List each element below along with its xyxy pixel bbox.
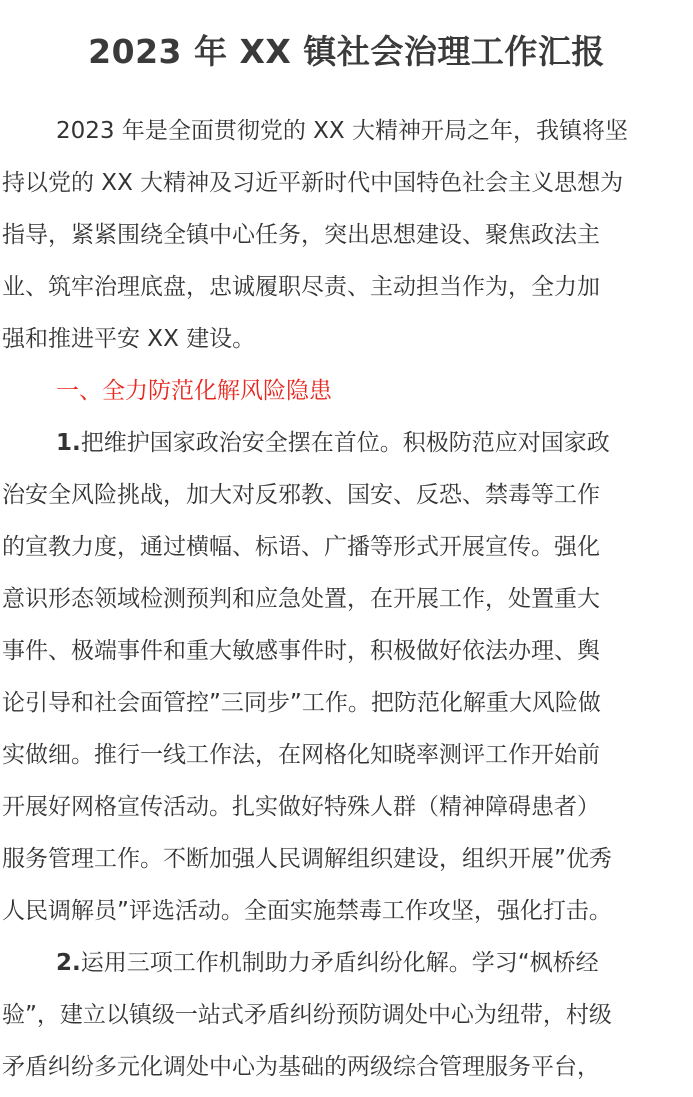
item-1-line: 的宣教力度，通过横幅、标语、广播等形式开展宣传。强化 (2, 534, 600, 560)
item-1-line: 事件、极端事件和重大敏感事件时，积极做好依法办理、舆 (2, 638, 600, 664)
item-2-lead-text: 运用三项工作机制助力矛盾纠纷化解。学习“枫桥经 (80, 950, 599, 976)
item-1-number: 1. (56, 430, 81, 456)
intro-line: 持以党的 XX 大精神及习近平新时代中国特色社会主义思想为 (2, 170, 624, 196)
item-1-lead-text: 把维护国家政治安全摆在首位。积极防范应对国家政 (80, 430, 610, 456)
item-1-line: 人民调解员”评选活动。全面实施禁毒工作攻坚，强化打击。 (2, 898, 612, 924)
item-2-number: 2. (56, 950, 81, 976)
item-1-line: 治安全风险挑战，加大对反邪教、国安、反恐、禁毒等工作 (2, 482, 600, 508)
item-2-first-line (2, 937, 692, 989)
section-heading: 一、全力防范化解风险隐患 (56, 378, 332, 404)
item-1-line: 论引导和社会面管控”三同步”工作。把防范化解重大风险做 (2, 690, 601, 716)
intro-line: 2023 年是全面贯彻党的 XX 大精神开局之年，我镇将坚 (56, 118, 628, 144)
document-body (2, 105, 692, 1093)
document-title: 2023 年 XX 镇社会治理工作汇报 (88, 32, 605, 71)
item-1-line: 开展好网格宣传活动。扎实做好特殊人群（精神障碍患者） (2, 794, 600, 820)
intro-line: 强和推进平安 XX 建设。 (2, 326, 256, 352)
intro-line: 指导，紧紧围绕全镇中心任务，突出思想建设、聚焦政法主 (2, 222, 600, 248)
item-2-line: 矛盾纠纷多元化调处中心为基础的两级综合管理服务平台， (2, 1054, 600, 1080)
item-1-line: 意识形态领域检测预判和应急处置，在开展工作，处置重大 (2, 586, 600, 612)
intro-line: 业、筑牢治理底盘，忠诚履职尽责、主动担当作为，全力加 (2, 274, 600, 300)
item-1-first-line (2, 417, 692, 469)
item-1-line: 服务管理工作。不断加强人民调解组织建设，组织开展”优秀 (2, 846, 612, 872)
item-1-line: 实做细。推行一线工作法，在网格化知晓率测评工作开始前 (2, 742, 600, 768)
item-2-line: 验”，建立以镇级一站式矛盾纠纷预防调处中心为纽带，村级 (2, 1002, 612, 1028)
